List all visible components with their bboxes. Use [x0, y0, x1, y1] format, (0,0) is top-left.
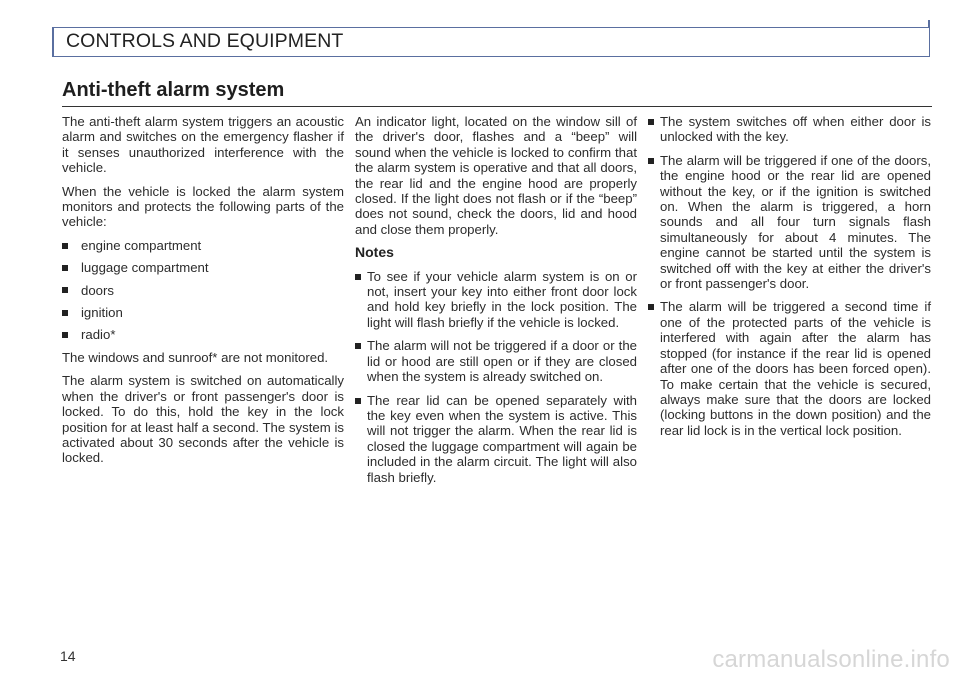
- list-item: [62, 283, 344, 298]
- bullet-square-icon: [355, 398, 361, 404]
- notes-heading: Notes: [355, 244, 394, 261]
- bullet-square-icon: [62, 310, 68, 316]
- list-item-text: radio*: [81, 327, 116, 343]
- column-2: [355, 114, 637, 493]
- note-text: The alarm will be triggered a second time if one of the protected parts of the vehicle is interfered with again after the alarm has stopped (for instance if the rear lid is opened after one of the doors has been forced open). To make certain that the vehicle is secured, always make sure that the doors are locked (locking buttons in the down position) and the rear lid lock is in the vertical lock position.: [660, 299, 931, 438]
- monitored-parts-intro: When the vehicle is locked the alarm system monitors and protects the following parts of the vehicle:: [62, 183, 344, 230]
- note-item: [355, 269, 637, 331]
- bullet-square-icon: [648, 119, 654, 125]
- bullet-square-icon: [355, 343, 361, 349]
- page-heading: Anti-theft alarm system: [62, 79, 285, 101]
- note-item: [648, 299, 931, 438]
- bullet-square-icon: [62, 287, 68, 293]
- heading-rule: [62, 106, 932, 107]
- list-item-text: luggage compartment: [81, 260, 209, 276]
- note-item: [648, 114, 931, 145]
- page-number: 14: [60, 648, 76, 664]
- list-item: [62, 238, 344, 253]
- note-text: The system switches off when either door is unlocked with the key.: [660, 114, 931, 145]
- column-3: [648, 114, 931, 446]
- note-text: The rear lid can be opened separately with the key even when the system is active. This will not trigger the alarm. When the rear lid is closed the luggage compartment will again be included in the alarm circuit. The light will also flash briefly.: [367, 392, 637, 485]
- list-item: [62, 327, 344, 342]
- list-item: [62, 305, 344, 320]
- note-item: [355, 338, 637, 384]
- note-text: The alarm will be triggered if one of the doors, the engine hood or the rear lid are opened without the key, or if the ignition is switched on. When the alarm is triggered, a horn sounds and all four turn signals flash simultaneously for about 4 minutes. The engine cannot be started until the system is switched off with the key at either the driver's or front passenger's door.: [660, 152, 931, 292]
- intro-paragraph: The anti-theft alarm system triggers an acoustic alarm and switches on the emergency flasher if it senses unauthorized interference with the vehicle.: [62, 114, 344, 176]
- activation-paragraph: The alarm system is switched on automatically when the driver's or front passenger's door is locked. To do this, hold the key in the lock position for at least half a second. The system is activated about 30 seconds after the vehicle is locked.: [62, 373, 344, 466]
- bullet-square-icon: [648, 158, 654, 164]
- bullet-square-icon: [355, 274, 361, 280]
- header-box-tick: [928, 20, 930, 28]
- section-header-box: [52, 27, 930, 57]
- bullet-square-icon: [648, 304, 654, 310]
- watermark: carmanualsonline.info: [712, 646, 950, 673]
- note-text: To see if your vehicle alarm system is on or not, insert your key into either front door lock and hold key briefly in the lock position. The light will flash briefly if the vehicle is locked.: [367, 268, 637, 330]
- column-1: [62, 114, 344, 474]
- list-item-text: engine compartment: [81, 237, 202, 253]
- list-item: [62, 260, 344, 275]
- note-text: The alarm will not be triggered if a door or the lid or hood are still open or if they are closed when the system is already switched on.: [367, 338, 637, 385]
- bullet-square-icon: [62, 265, 68, 271]
- indicator-paragraph: An indicator light, located on the window sill of the driver's door, flashes and a “beep” will sound when the vehicle is locked to confirm that the alarm system is operative and that all doors, the rear lid and the engine hood are properly closed. If the light does not flash or if the “beep” does not sound, check the doors, lid and hood and close them properly.: [355, 114, 637, 237]
- bullet-square-icon: [62, 332, 68, 338]
- bullet-square-icon: [62, 243, 68, 249]
- not-monitored-paragraph: The windows and sunroof* are not monitored.: [62, 349, 329, 365]
- section-title: CONTROLS AND EQUIPMENT: [66, 30, 344, 52]
- note-item: [648, 153, 931, 292]
- note-item: [355, 393, 637, 485]
- list-item-text: doors: [81, 282, 114, 298]
- list-item-text: ignition: [81, 305, 123, 321]
